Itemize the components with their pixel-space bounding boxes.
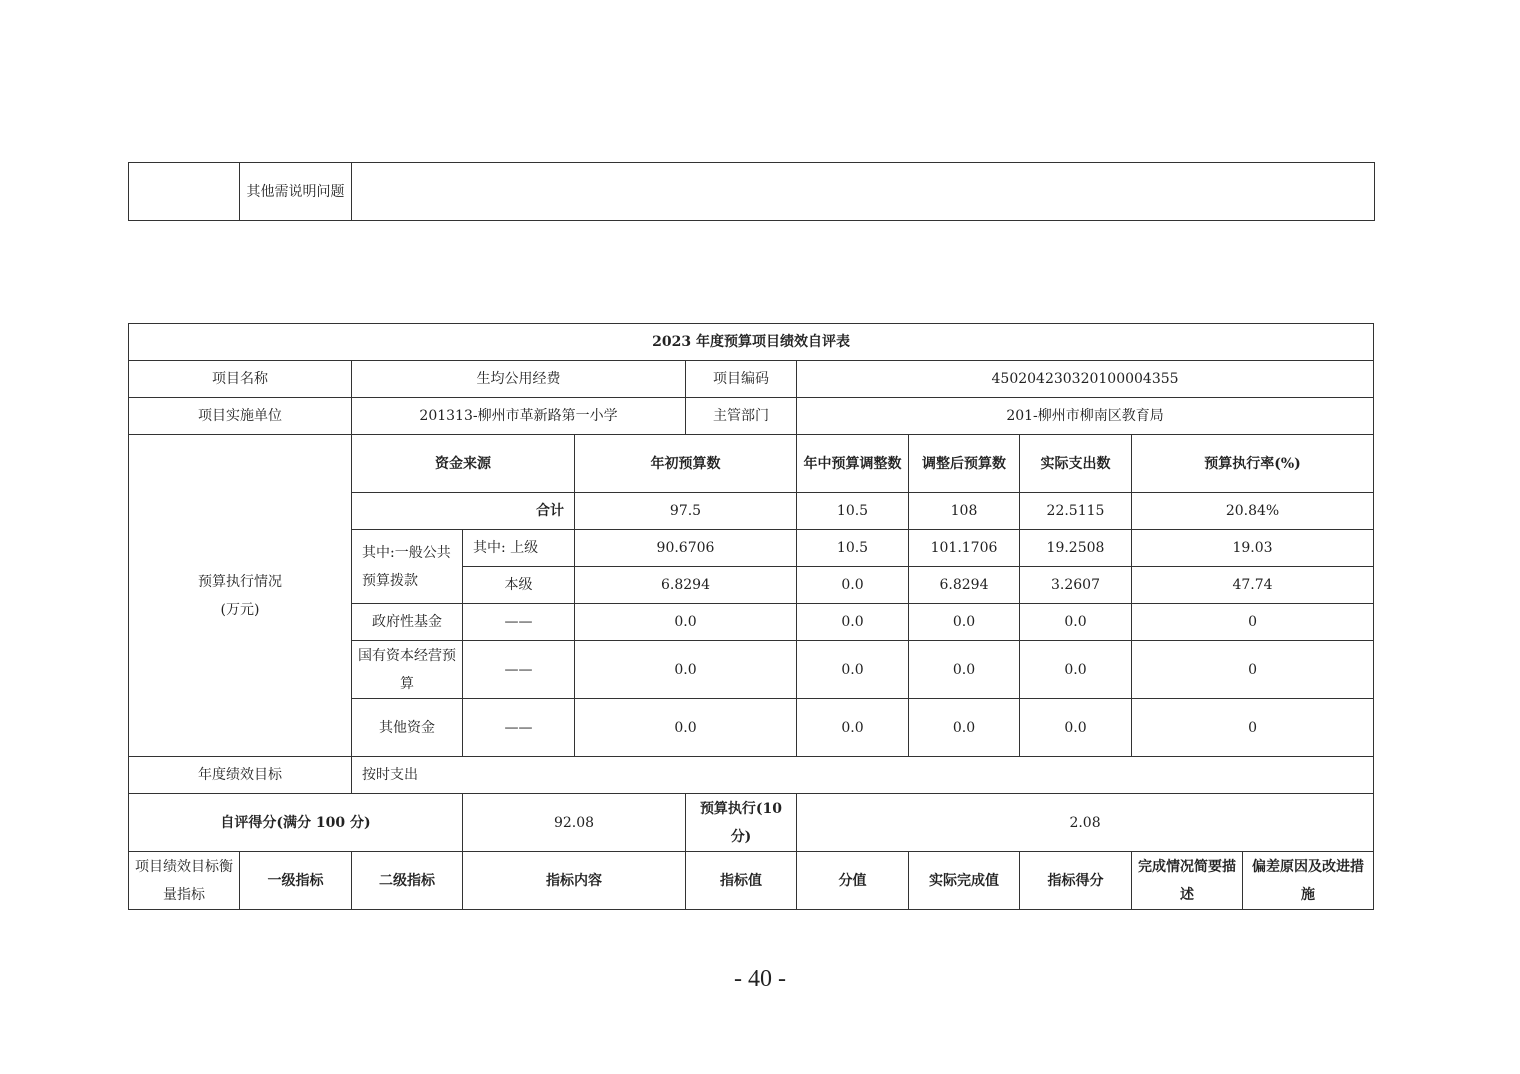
row-adjust: 0.0 (797, 699, 909, 757)
exec-label: 预算执行(10分) (686, 794, 797, 852)
top-table (128, 162, 1375, 221)
indicator-header: 指标值 (686, 852, 797, 910)
exec-score: 2.08 (797, 794, 1374, 852)
row-adjusted: 6.8294 (909, 567, 1020, 604)
row-sub-label: 本级 (463, 567, 575, 604)
project-name: 生均公用经费 (352, 361, 686, 398)
impl-unit: 201313-柳州市革新路第一小学 (352, 398, 686, 435)
row-adjust: 0.0 (797, 604, 909, 641)
row-actual: 19.2508 (1020, 530, 1132, 567)
self-score-label: 自评得分(满分 100 分) (129, 794, 463, 852)
fund-type-label: 其他资金 (352, 699, 463, 757)
total-rate: 20.84% (1132, 493, 1374, 530)
row-actual: 3.2607 (1020, 567, 1132, 604)
impl-unit-label: 项目实施单位 (129, 398, 352, 435)
row-actual: 0.0 (1020, 641, 1132, 699)
dept-label: 主管部门 (686, 398, 797, 435)
indicator-header: 指标得分 (1020, 852, 1132, 910)
annual-goal-label: 年度绩效目标 (129, 757, 352, 794)
total-label: 合计 (352, 493, 575, 530)
row-adjust: 0.0 (797, 567, 909, 604)
total-adjust: 10.5 (797, 493, 909, 530)
project-code: 450204230320100004355 (797, 361, 1374, 398)
performance-table (128, 323, 1374, 910)
indicator-header: 二级指标 (352, 852, 463, 910)
page-number: - 40 - (734, 966, 786, 992)
row-adjust: 0.0 (797, 641, 909, 699)
row-initial: 6.8294 (575, 567, 797, 604)
header-adjusted-budget: 调整后预算数 (909, 435, 1020, 493)
row-rate: 47.74 (1132, 567, 1374, 604)
indicator-header: 实际完成值 (909, 852, 1020, 910)
indicator-header: 分值 (797, 852, 909, 910)
budget-section-label: 预算执行情况 (万元) (129, 435, 352, 757)
row-sub-label: —— (463, 641, 575, 699)
row-adjusted: 101.1706 (909, 530, 1020, 567)
project-code-label: 项目编码 (686, 361, 797, 398)
row-adjusted: 0.0 (909, 641, 1020, 699)
row-sub-label: —— (463, 604, 575, 641)
row-adjusted: 0.0 (909, 699, 1020, 757)
header-mid-adjust: 年中预算调整数 (797, 435, 909, 493)
other-issues-label: 其他需说明问题 (240, 163, 352, 221)
indicator-header: 一级指标 (240, 852, 352, 910)
row-initial: 90.6706 (575, 530, 797, 567)
fund-type-label: 国有资本经营预算 (352, 641, 463, 699)
indicator-header: 偏差原因及改进措施 (1243, 852, 1374, 910)
row-rate: 19.03 (1132, 530, 1374, 567)
indicator-header: 指标内容 (463, 852, 686, 910)
row-sub-label: 其中: 上级 (463, 530, 575, 567)
indicator-header: 完成情况简要描述 (1132, 852, 1243, 910)
dept: 201-柳州市柳南区教育局 (797, 398, 1374, 435)
general-budget-label: 其中:一般公共预算拨款 (352, 530, 463, 604)
row-rate: 0 (1132, 604, 1374, 641)
table-title: 2023 年度预算项目绩效自评表 (129, 324, 1374, 361)
total-initial: 97.5 (575, 493, 797, 530)
blank-cell (129, 163, 240, 221)
indicator-header: 项目绩效目标衡量指标 (129, 852, 240, 910)
row-initial: 0.0 (575, 699, 797, 757)
total-adjusted: 108 (909, 493, 1020, 530)
row-actual: 0.0 (1020, 699, 1132, 757)
row-rate: 0 (1132, 641, 1374, 699)
header-initial-budget: 年初预算数 (575, 435, 797, 493)
row-adjust: 10.5 (797, 530, 909, 567)
row-sub-label: —— (463, 699, 575, 757)
row-actual: 0.0 (1020, 604, 1132, 641)
row-initial: 0.0 (575, 641, 797, 699)
self-score: 92.08 (463, 794, 686, 852)
header-actual-spend: 实际支出数 (1020, 435, 1132, 493)
row-adjusted: 0.0 (909, 604, 1020, 641)
header-exec-rate: 预算执行率(%) (1132, 435, 1374, 493)
annual-goal: 按时支出 (352, 757, 1374, 794)
row-initial: 0.0 (575, 604, 797, 641)
fund-type-label: 政府性基金 (352, 604, 463, 641)
project-name-label: 项目名称 (129, 361, 352, 398)
other-issues-value (352, 163, 1375, 221)
total-actual: 22.5115 (1020, 493, 1132, 530)
row-rate: 0 (1132, 699, 1374, 757)
header-fund-source: 资金来源 (352, 435, 575, 493)
